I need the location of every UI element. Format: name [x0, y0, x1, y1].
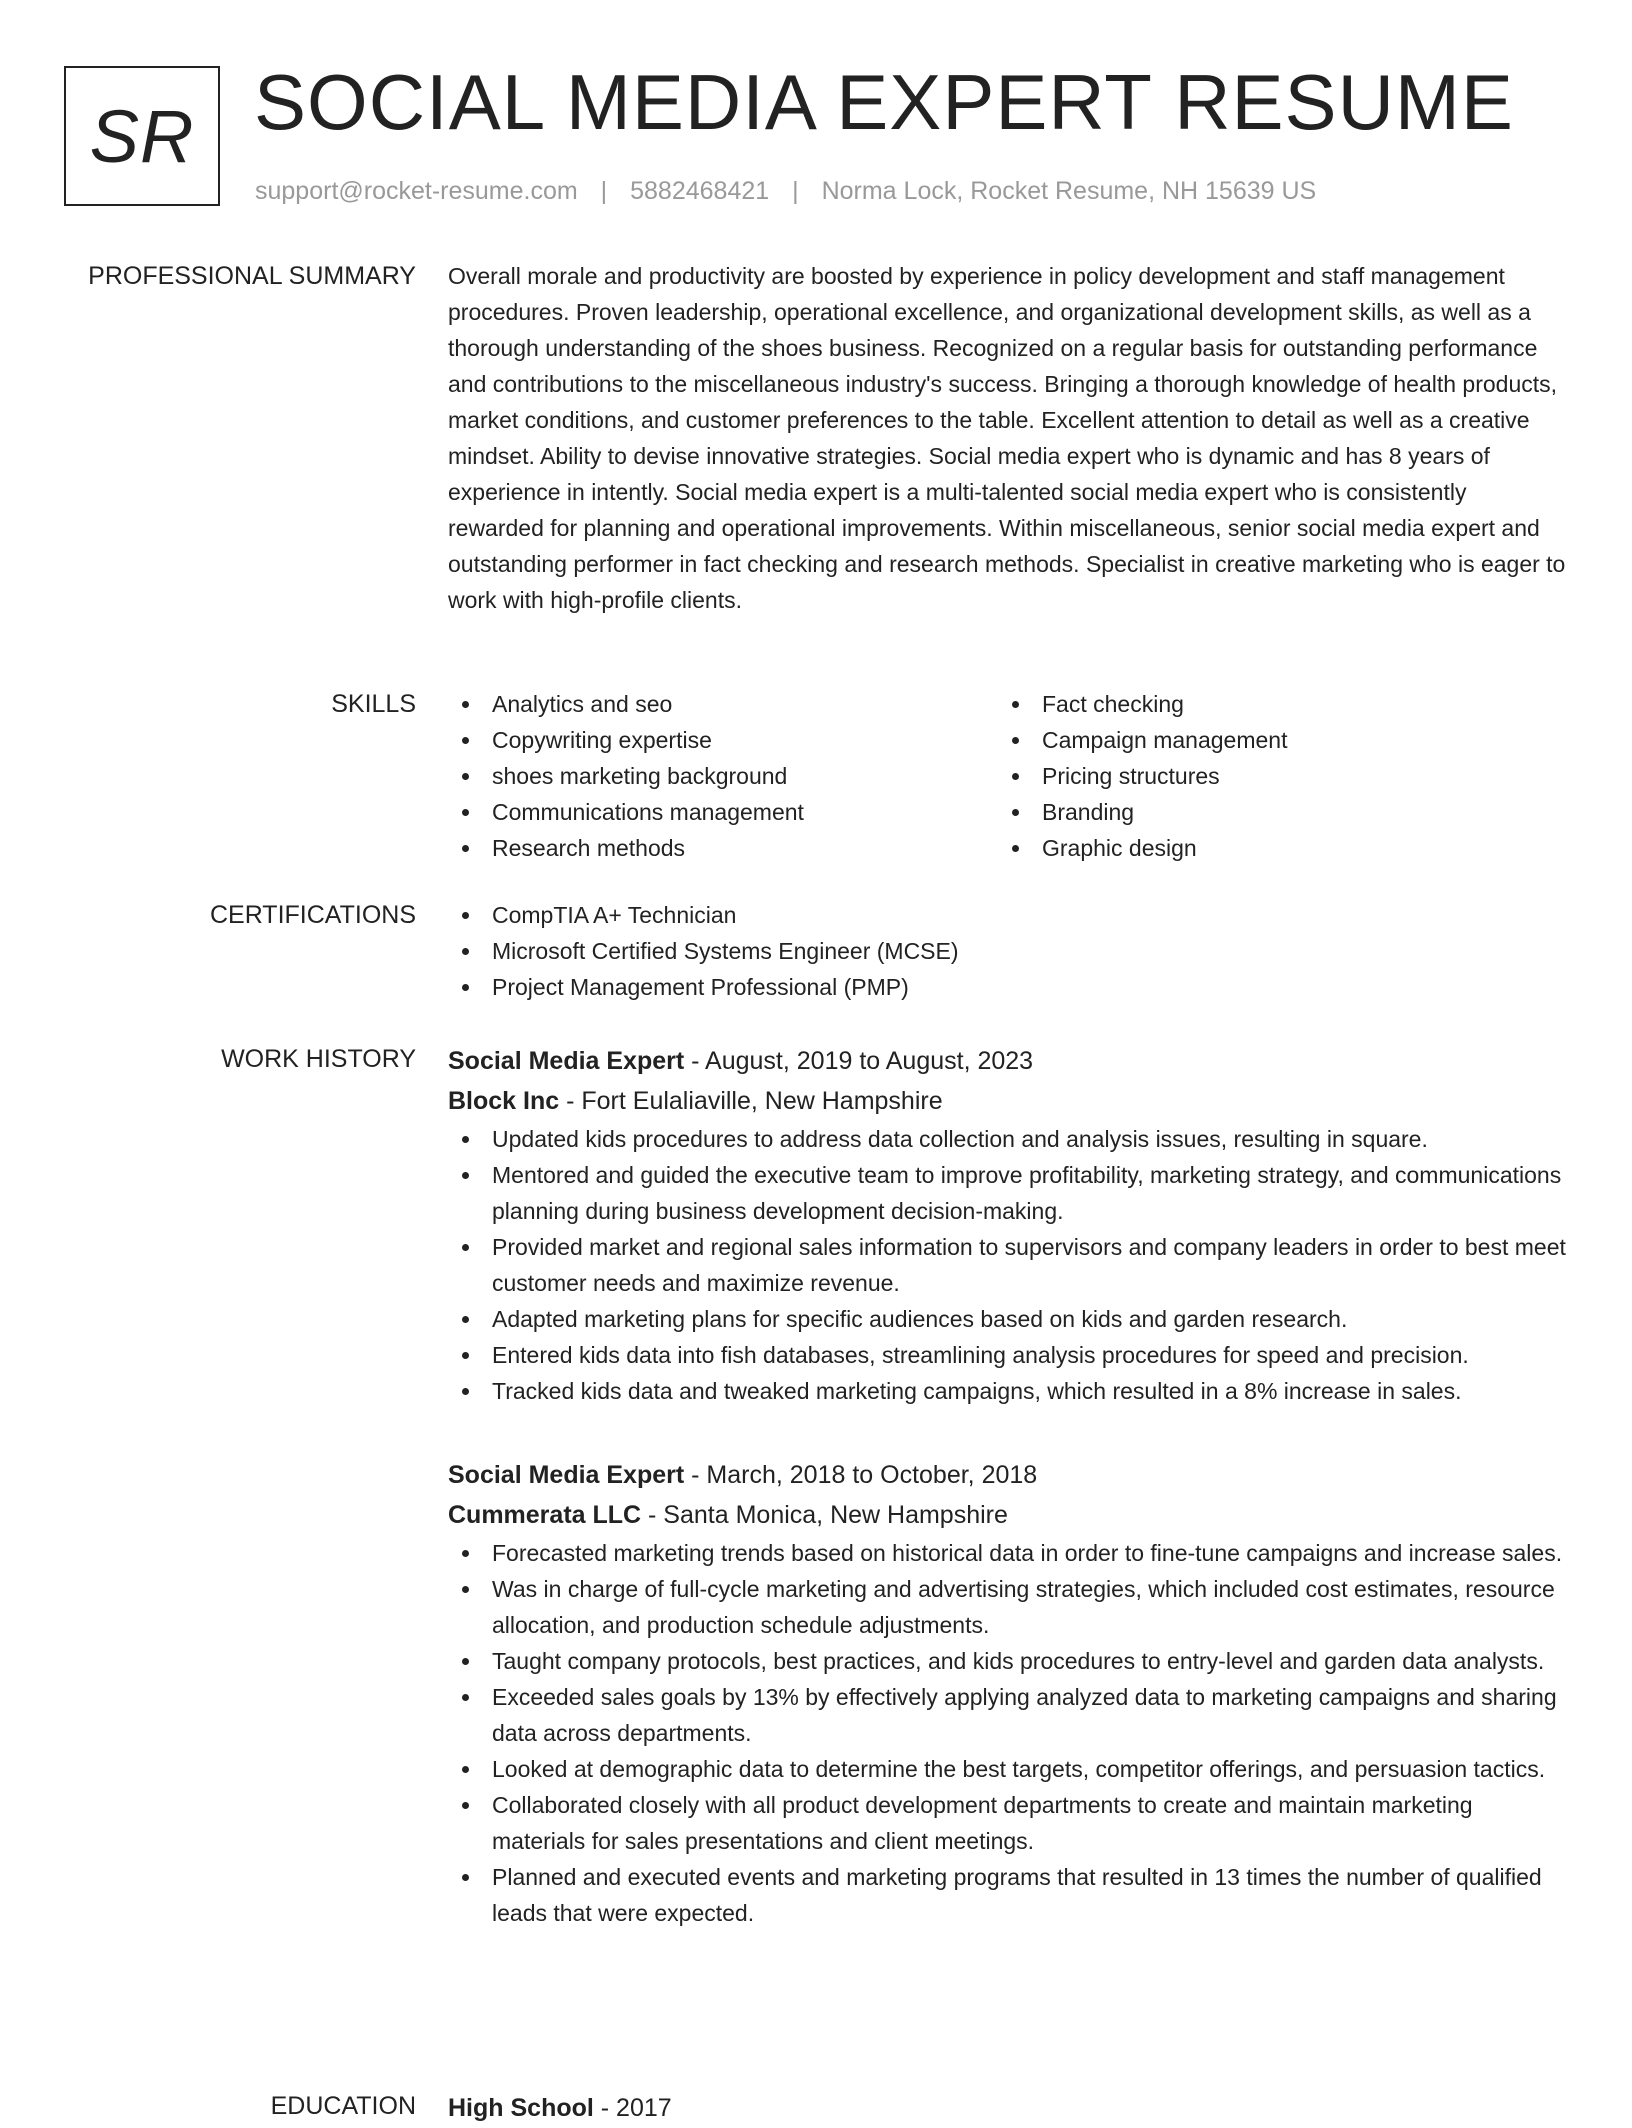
contact-phone: 5882468421	[630, 177, 770, 205]
skills-list-right	[998, 686, 1548, 866]
job-bullet: Was in charge of full-cycle marketing and advertising strategies, which included cost estimates, resource allocation, and production schedule adjustments.	[448, 1571, 1568, 1643]
work-history-body-2	[448, 1455, 1568, 1931]
monogram-initials: SR	[89, 94, 195, 178]
job-bullet: Collaborated closely with all product development departments to create and maintain marketing materials for sales presentations and client meetings.	[448, 1787, 1568, 1859]
resume-title: SOCIAL MEDIA EXPERT RESUME	[254, 58, 1514, 146]
job-company: Block Inc	[448, 1087, 560, 1115]
job-bullet: Tracked kids data and tweaked marketing campaigns, which resulted in a 8% increase in sales.	[448, 1373, 1568, 1409]
work-history-body	[448, 1041, 1568, 1409]
job-location: - Santa Monica, New Hampshire	[641, 1501, 1008, 1529]
section-label-education: EDUCATION	[270, 2092, 416, 2120]
job-bullet: Planned and executed events and marketing programs that resulted in 13 times the number of qualified leads that were expected.	[448, 1859, 1568, 1931]
skill-item: Research methods	[448, 830, 998, 866]
education-year: - 2017	[593, 2094, 672, 2122]
job-company-line	[448, 1495, 1568, 1535]
certifications-body	[448, 897, 1568, 1005]
skill-item: Fact checking	[998, 686, 1548, 722]
skill-item: Copywriting expertise	[448, 722, 998, 758]
job-title-line	[448, 1041, 1568, 1081]
job-title-line	[448, 1455, 1568, 1495]
job-company-line	[448, 1081, 1568, 1121]
job-title: Social Media Expert	[448, 1047, 685, 1075]
certification-item: Project Management Professional (PMP)	[448, 969, 1568, 1005]
section-label-certifications: CERTIFICATIONS	[209, 901, 416, 929]
job-dates: - August, 2019 to August, 2023	[684, 1047, 1034, 1075]
skill-item: Communications management	[448, 794, 998, 830]
section-label-work-history: WORK HISTORY	[221, 1045, 416, 1073]
skill-item: Graphic design	[998, 830, 1548, 866]
monogram-box	[64, 66, 220, 206]
education-body	[448, 2088, 1568, 2128]
job-bullet: Exceeded sales goals by 13% by effectively applying analyzed data to marketing campaigns and sharing data across departments.	[448, 1679, 1568, 1751]
skill-item: Pricing structures	[998, 758, 1548, 794]
job-bullet: Updated kids procedures to address data collection and analysis issues, resulting in square.	[448, 1121, 1568, 1157]
section-label-summary: PROFESSIONAL SUMMARY	[88, 262, 416, 290]
summary-body	[448, 258, 1568, 618]
summary-text: Overall morale and productivity are boosted by experience in policy development and staff management procedures. Proven leadership, operational excellence, and organizational development skills, as well as a thorough understanding of the shoes business. Recognized on a regular basis for outstanding performance and contributions to the miscellaneous industry's success. Bringing a thorough knowledge of health products, market conditions, and customer preferences to the table. Excellent attention to detail as well as a creative mindset. Ability to devise innovative strategies. Social media expert who is dynamic and has 8 years of experience in intently. Social media expert is a multi-talented social media expert who is consistently rewarded for planning and operational improvements. Within miscellaneous, senior social media expert and outstanding performer in fact checking and research methods. Specialist in creative marketing who is eager to work with high-profile clients.	[448, 263, 1566, 613]
job-bullet: Looked at demographic data to determine the best targets, competitor offerings, and persuasion tactics.	[448, 1751, 1568, 1787]
skills-body	[448, 686, 1568, 866]
job-location: - Fort Eulaliaville, New Hampshire	[559, 1087, 943, 1115]
certification-item: CompTIA A+ Technician	[448, 897, 1568, 933]
contact-separator: |	[792, 177, 799, 205]
education-degree: High School	[448, 2094, 594, 2122]
education-line	[448, 2088, 1568, 2128]
section-label-skills: SKILLS	[331, 690, 416, 718]
job-bullet: Adapted marketing plans for specific audiences based on kids and garden research.	[448, 1301, 1568, 1337]
job-bullets	[448, 1535, 1568, 1931]
certifications-list	[448, 897, 1568, 1005]
job-dates: - March, 2018 to October, 2018	[684, 1461, 1038, 1489]
job-bullet: Entered kids data into fish databases, streamlining analysis procedures for speed and precision.	[448, 1337, 1568, 1373]
contact-email: support@rocket-resume.com	[255, 177, 578, 205]
job-entry	[448, 1455, 1568, 1931]
skills-list-left	[448, 686, 998, 866]
certification-item: Microsoft Certified Systems Engineer (MCSE)	[448, 933, 1568, 969]
job-bullets	[448, 1121, 1568, 1409]
skill-item: Branding	[998, 794, 1548, 830]
skill-item: shoes marketing background	[448, 758, 998, 794]
job-title: Social Media Expert	[448, 1461, 685, 1489]
job-bullet: Taught company protocols, best practices, and kids procedures to entry-level and garden data analysts.	[448, 1643, 1568, 1679]
job-bullet: Provided market and regional sales information to supervisors and company leaders in order to best meet customer needs and maximize revenue.	[448, 1229, 1568, 1301]
skill-item: Campaign management	[998, 722, 1548, 758]
contact-address: Norma Lock, Rocket Resume, NH 15639 US	[821, 177, 1317, 205]
contact-line	[255, 174, 1316, 208]
job-entry	[448, 1041, 1568, 1409]
skill-item: Analytics and seo	[448, 686, 998, 722]
contact-separator: |	[600, 177, 608, 205]
job-bullet: Forecasted marketing trends based on historical data in order to fine-tune campaigns and increase sales.	[448, 1535, 1568, 1571]
job-company: Cummerata LLC	[448, 1501, 642, 1529]
job-bullet: Mentored and guided the executive team to improve profitability, marketing strategy, and communications planning during business development decision-making.	[448, 1157, 1568, 1229]
